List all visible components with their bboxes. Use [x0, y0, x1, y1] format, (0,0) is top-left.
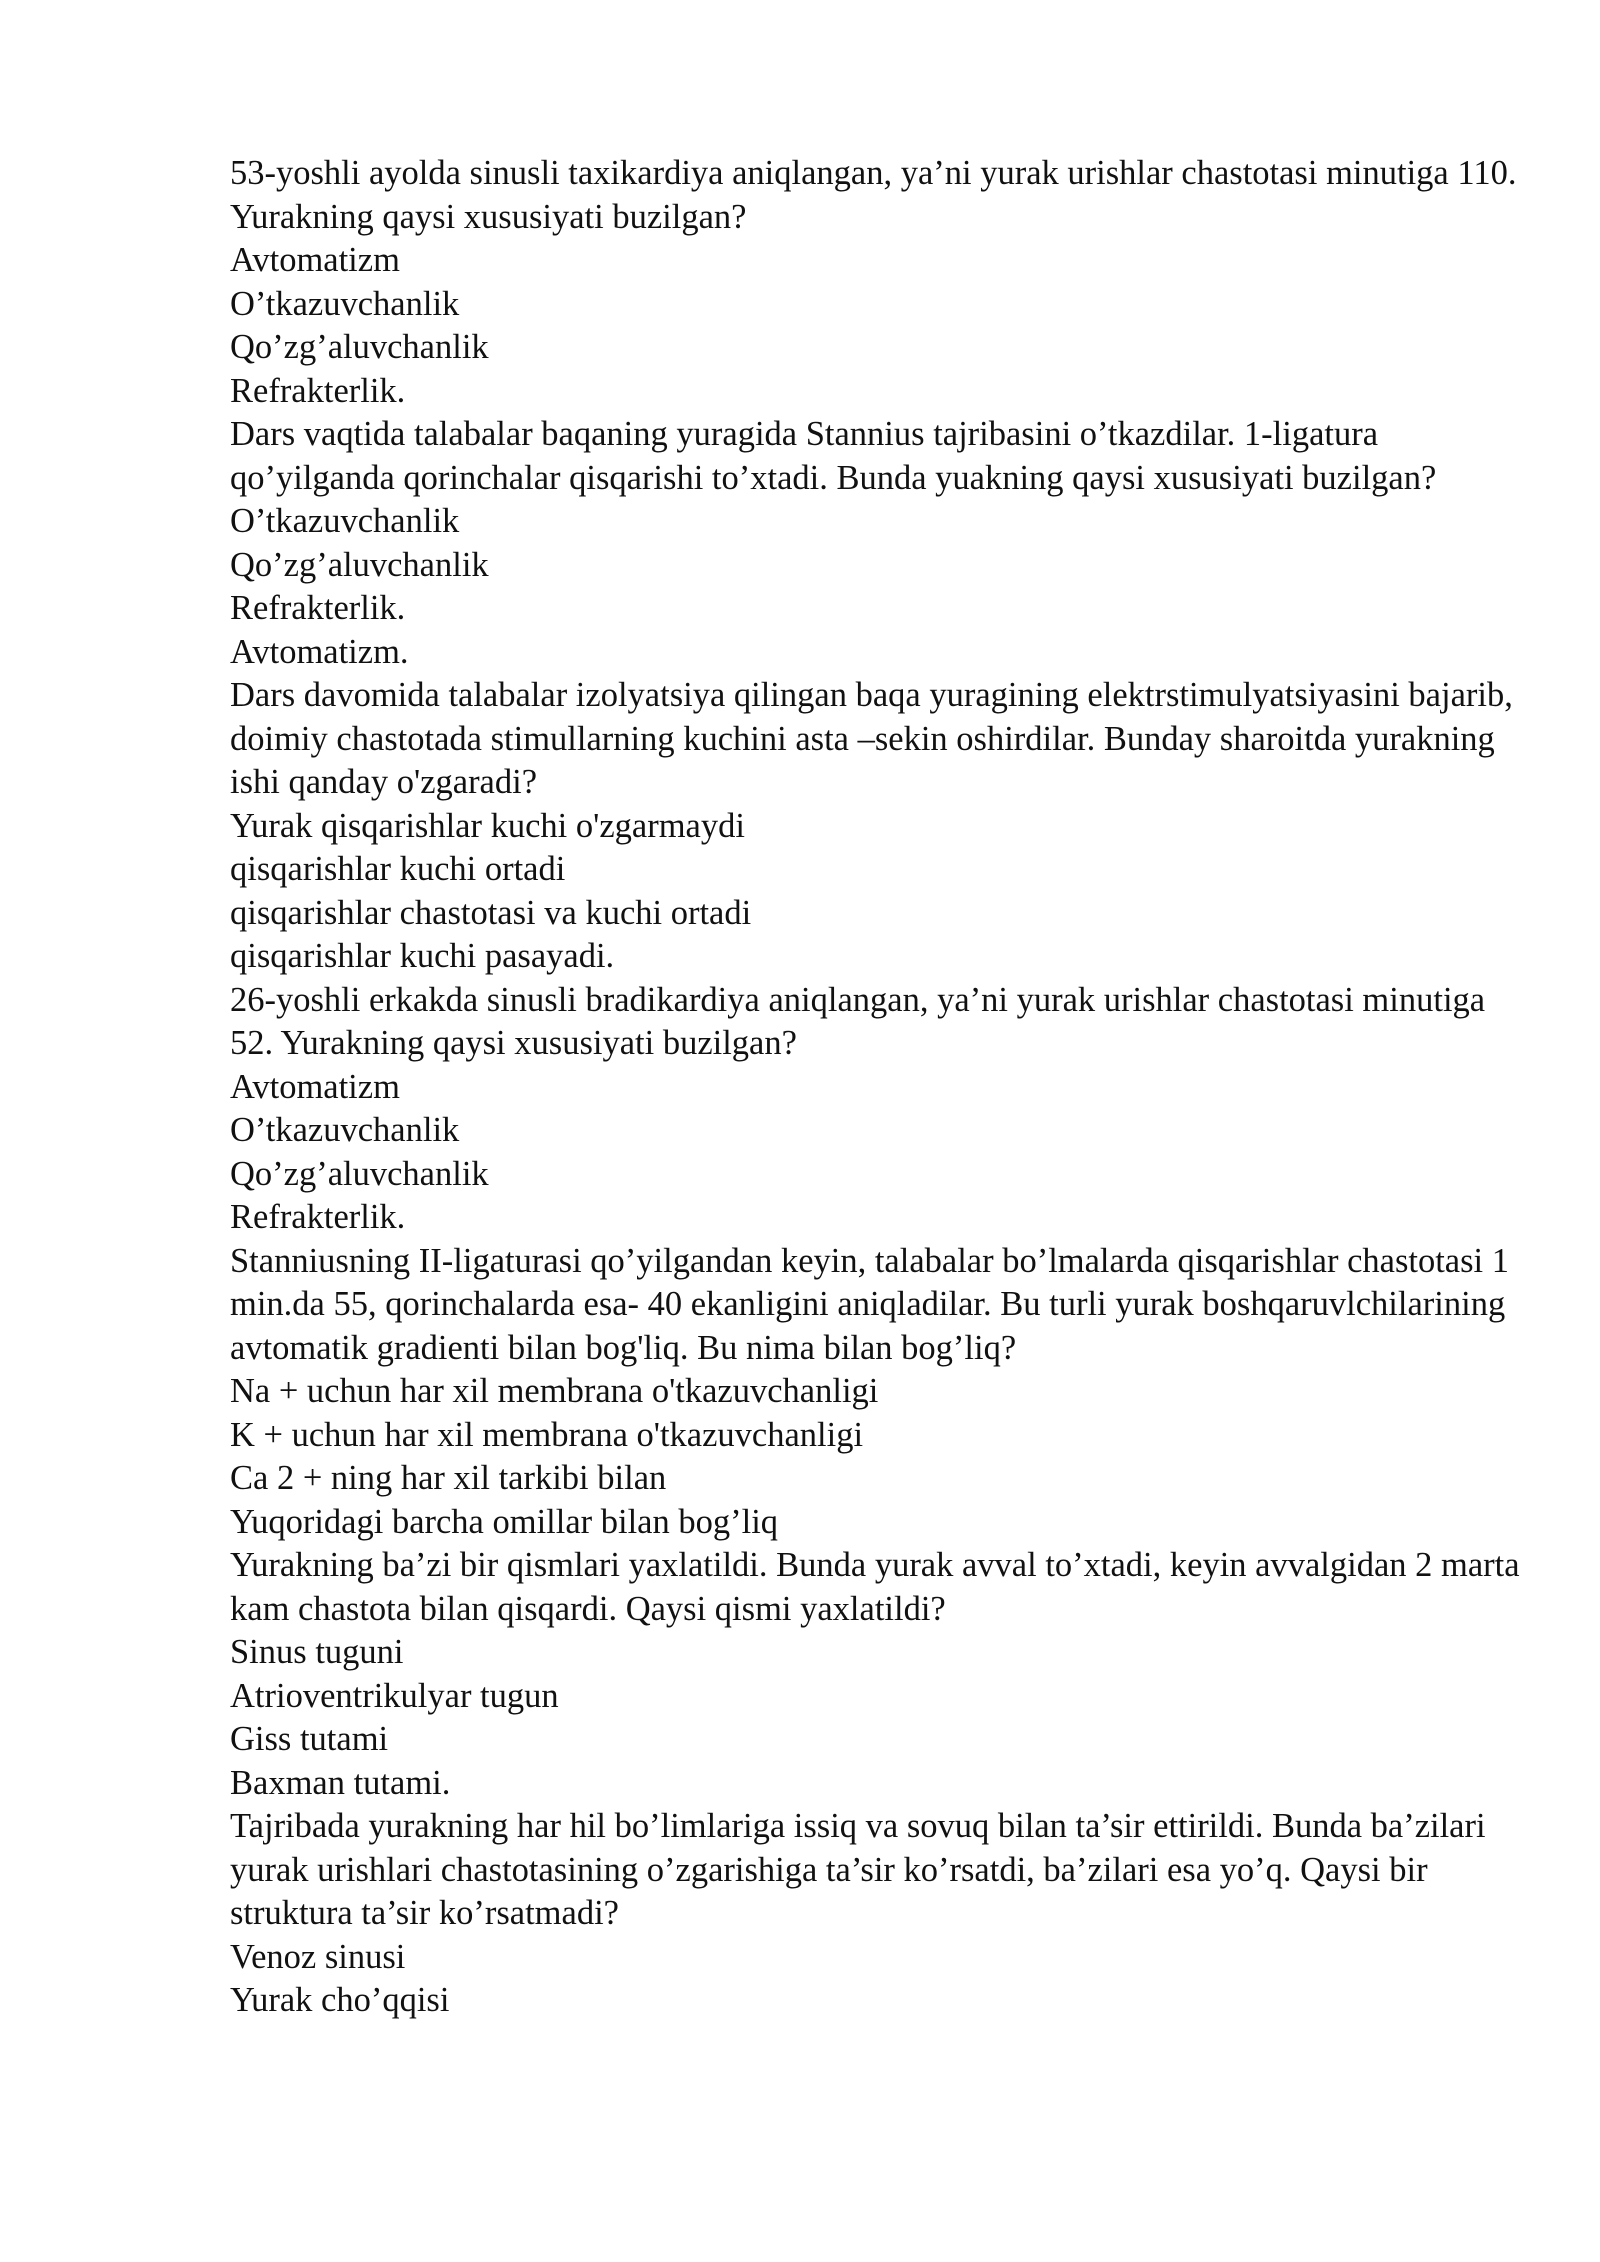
answer-option: Refrakterlik.: [230, 589, 406, 627]
answer-option: Avtomatizm.: [230, 632, 409, 671]
question-text: 26-yoshli erkakda sinusli bradikardiya aniqlangan, ya’ni yurak urishlar chastotasi minutiga 52. Yurakning qaysi xususiyati buzilgan?: [230, 980, 1486, 1062]
answer-option: Qo’zg’aluvchanlik: [230, 328, 489, 366]
answer-option: Venoz sinusi: [230, 1937, 406, 1976]
answer-option: Baxman tutami.: [230, 1763, 451, 1802]
question-6: [230, 1544, 1520, 1805]
answer-option: O’tkazuvchanlik: [230, 502, 460, 540]
question-text: Yurakning ba’zi bir qismlari yaxlatildi. Bunda yurak avval to’xtadi, keyin avvalgidan 2 marta kam chastota bilan qisqardi. Qaysi qismi yaxlatildi?: [230, 1546, 1520, 1628]
question-text: Tajribada yurakning har hil bo’limlariga issiq va sovuq bilan ta’sir ettirildi. Bunda ba’zilari yurak urishlari chastotasining o’zgarishiga ta’sir ko’rsatdi, ba’zilari esa yo’q. Qaysi bir struktura ta’sir ko’rsatmadi?: [230, 1807, 1486, 1932]
answer-option: Giss tutami: [230, 1720, 389, 1758]
answer-option: Atrioventrikulyar tugun: [230, 1676, 559, 1715]
answer-option: O’tkazuvchanlik: [230, 284, 460, 323]
answer-option: Avtomatizm: [230, 241, 400, 279]
question-3: [230, 674, 1520, 979]
answer-option: Refrakterlik.: [230, 371, 406, 410]
answer-option: K + uchun har xil membrana o'tkazuvchanligi: [230, 1415, 864, 1454]
question-text: 53-yoshli ayolda sinusli taxikardiya aniqlangan, ya’ni yurak urishlar chastotasi minutiga 110. Yurakning qaysi xususiyati buzilgan?: [230, 154, 1517, 236]
question-7: [230, 1805, 1520, 2023]
answer-option: Ca 2 + ning har xil tarkibi bilan: [230, 1459, 667, 1497]
question-5: [230, 1240, 1520, 1545]
answer-option: O’tkazuvchanlik: [230, 1111, 460, 1149]
answer-option: Refrakterlik.: [230, 1198, 406, 1236]
question-2: [230, 413, 1520, 674]
answer-option: Qo’zg’aluvchanlik: [230, 545, 489, 584]
answer-option: Sinus tuguni: [230, 1633, 404, 1671]
answer-option: Yuqoridagi barcha omillar bilan bog’liq: [230, 1502, 779, 1541]
question-4: [230, 979, 1520, 1240]
document-page: [230, 152, 1520, 2023]
answer-option: Qo’zg’aluvchanlik: [230, 1154, 489, 1193]
question-text: Stanniusning II-ligaturasi qo’yilgandan keyin, talabalar bo’lmalarda qisqarishlar chastotasi 1 min.da 55, qorinchalarda esa- 40 ekanligini aniqladilar. Bu turli yurak boshqaruvlchilarining avtomatik gradienti bilan bog'liq. Bu nima bilan bog’liq?: [230, 1241, 1510, 1367]
answer-option: Yurak qisqarishlar kuchi o'zgarmaydi: [230, 806, 745, 845]
answer-option: Yurak cho’qqisi: [230, 1981, 450, 2019]
answer-option: qisqarishlar kuchi ortadi: [230, 850, 566, 888]
answer-option: Na + uchun har xil membrana o'tkazuvchanligi: [230, 1372, 879, 1410]
question-1: [230, 152, 1520, 413]
question-text: Dars vaqtida talabalar baqaning yuragida Stannius tajribasini o’tkazdilar. 1-ligatura qo’yilganda qorinchalar qisqarishi to’xtadi. Bunda yuakning qaysi xususiyati buzilgan?: [230, 415, 1437, 497]
question-text: Dars davomida talabalar izolyatsiya qilingan baqa yuragining elektrstimulyatsiyasini bajarib, doimiy chastotada stimullarning kuchini asta –sekin oshirdilar. Bunday sharoitda yurakning ishi qanday o'zgaradi?: [230, 676, 1513, 801]
answer-option: Avtomatizm: [230, 1067, 400, 1106]
answer-option: qisqarishlar chastotasi va kuchi ortadi: [230, 893, 752, 932]
answer-option: qisqarishlar kuchi pasayadi.: [230, 937, 615, 975]
